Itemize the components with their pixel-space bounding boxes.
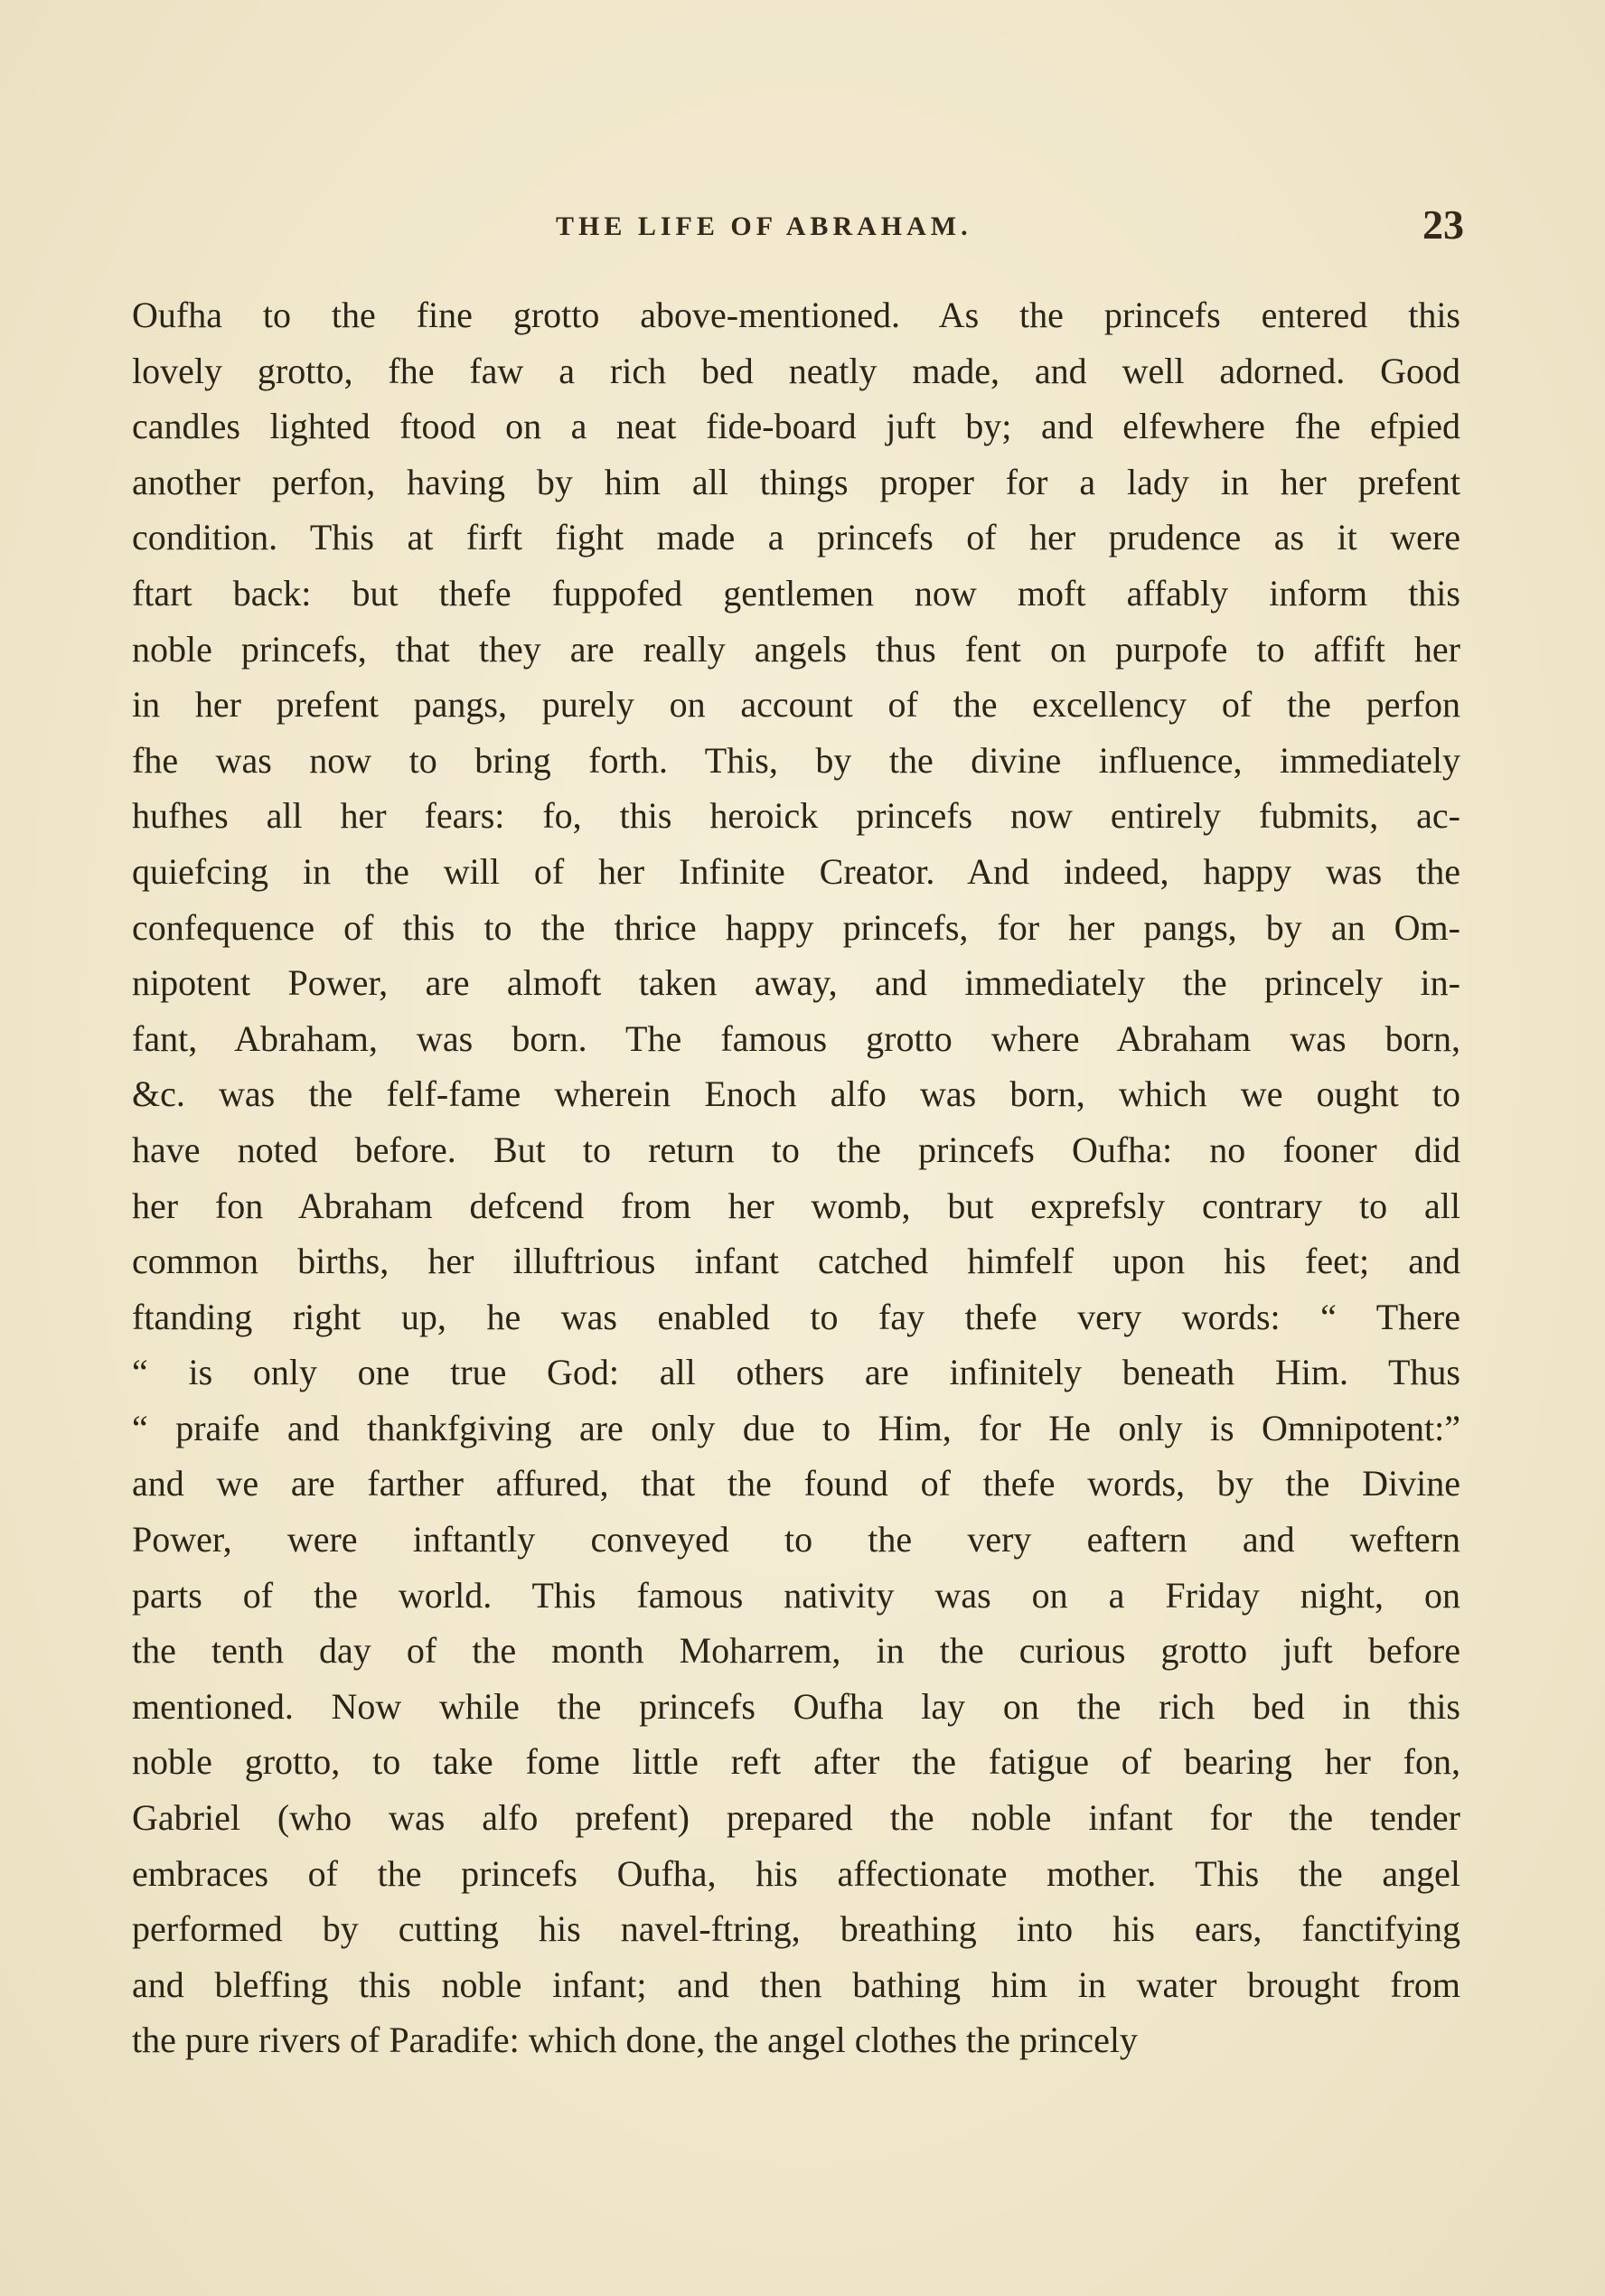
text-line: Power, were inftantly conveyed to the very eaftern and weftern (132, 1519, 1460, 1560)
text-line: noble princefs, that they are really angels thus fent on purpofe to affift her (132, 628, 1460, 670)
running-head (127, 201, 1464, 260)
running-title: THE LIFE OF ABRAHAM. (556, 211, 972, 241)
text-line: Gabriel (who was alfo prefent) prepared the noble infant for the tender (132, 1797, 1460, 1839)
text-line: ftanding right up, he was enabled to fay thefe very words: “ There (132, 1296, 1460, 1337)
text-line: “ praife and thankfgiving are only due to Him, for He only is Omnipotent:” (132, 1407, 1460, 1448)
text-line: confequence of this to the thrice happy princefs, for her pangs, by an Om- (132, 906, 1460, 948)
text-line: the pure rivers of Paradife: which done, the angel clothes the princely (132, 2020, 1138, 2061)
text-line: Oufha to the fine grotto above-mentioned. As the princefs entered this (132, 295, 1460, 335)
text-line: and we are farther affured, that the found of thefe words, by the Divine (132, 1463, 1460, 1504)
text-line: quiefcing in the will of her Infinite Creator. And indeed, happy was the (132, 850, 1460, 892)
text-line: performed by cutting his navel-ftring, breathing into his ears, fanctifying (132, 1908, 1460, 1950)
text-line: fant, Abraham, was born. The famous grotto where Abraham was born, (132, 1017, 1460, 1059)
text-line: condition. This at firft fight made a princefs of her prudence as it were (132, 517, 1460, 558)
text-line: ftart back: but thefe fuppofed gentlemen now moft affably inform this (132, 572, 1460, 614)
text-line: lovely grotto, fhe faw a rich bed neatly made, and well adorned. Good (132, 350, 1460, 391)
text-line: fhe was now to bring forth. This, by the divine influence, immediately (132, 739, 1460, 781)
text-line: have noted before. But to return to the princefs Oufha: no fooner did (132, 1129, 1460, 1170)
text-line: another perfon, having by him all things proper for a lady in her prefent (132, 461, 1460, 502)
text-line: parts of the world. This famous nativity was on a Friday night, on (132, 1574, 1460, 1616)
text-line: noble grotto, to take fome little reft after the fatigue of bearing her fon, (132, 1741, 1460, 1783)
text-line: mentioned. Now while the princefs Oufha lay on the rich bed in this (132, 1685, 1460, 1727)
text-line: in her prefent pangs, purely on account of the excellency of the perfon (132, 684, 1460, 726)
body-text (132, 287, 1460, 2068)
text-line: &c. was the felf-fame wherein Enoch alfo was born, which we ought to (132, 1073, 1460, 1115)
text-line: candles lighted ftood on a neat fide-board juft by; and elfewhere fhe efpied (132, 406, 1460, 447)
text-line: hufhes all her fears: fo, this heroick princefs now entirely fubmits, ac- (132, 795, 1460, 837)
page-number: 23 (1422, 201, 1464, 248)
text-line: and bleffing this noble infant; and then bathing him in water brought from (132, 1963, 1460, 2005)
text-line: common births, her illuftrious infant catched himfelf upon his feet; and (132, 1241, 1460, 1282)
text-line: her fon Abraham defcend from her womb, but exprefsly contrary to all (132, 1185, 1460, 1226)
text-line: the tenth day of the month Moharrem, in the curious grotto juft before (132, 1630, 1460, 1672)
text-line: “ is only one true God: all others are infinitely beneath Him. Thus (132, 1352, 1460, 1393)
text-line: embraces of the princefs Oufha, his affectionate mother. This the angel (132, 1852, 1460, 1894)
text-line: nipotent Power, are almoft taken away, and immediately the princely in- (132, 962, 1460, 1004)
